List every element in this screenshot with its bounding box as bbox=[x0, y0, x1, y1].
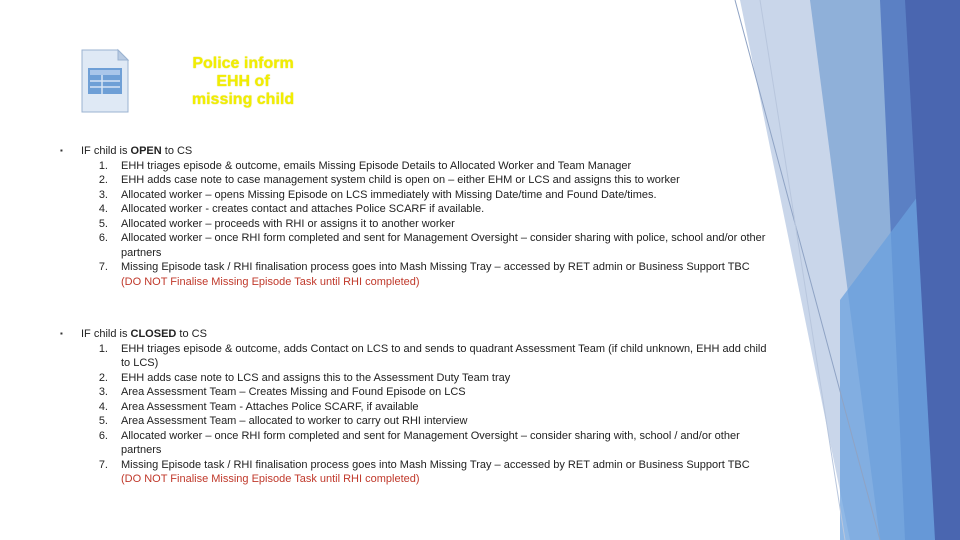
section-heading bbox=[81, 144, 770, 159]
title-line-2: EHH of bbox=[216, 73, 270, 90]
item-note: (DO NOT Finalise Missing Episode Task until RHI completed) bbox=[121, 473, 420, 485]
heading-prefix: IF child is bbox=[81, 145, 131, 157]
item-number: 5. bbox=[98, 415, 108, 427]
item-number: 3. bbox=[98, 386, 108, 398]
item-text: Allocated worker – opens Missing Episode on LCS immediately with Missing Date/time and Found Date/times. bbox=[121, 188, 657, 201]
item-number: 4. bbox=[98, 400, 108, 413]
item-text: EHH adds case note to LCS and assigns this to the Assessment Duty Team tray bbox=[121, 371, 511, 384]
item-number: 2. bbox=[98, 371, 108, 384]
list-item bbox=[60, 400, 770, 415]
item-text: EHH adds case note to case management system child is open on – either EHM or LCS and assigns this to worker bbox=[121, 174, 680, 186]
item-text: EHH triages episode & outcome, emails Missing Episode Details to Allocated Worker and Team Manager bbox=[121, 159, 632, 172]
list-item bbox=[60, 414, 770, 429]
list-item bbox=[60, 260, 770, 289]
list-item bbox=[60, 159, 770, 174]
section-open bbox=[60, 144, 770, 289]
steps-list bbox=[60, 342, 770, 487]
steps-list bbox=[60, 159, 770, 290]
heading-prefix: IF child is bbox=[81, 328, 131, 340]
list-item bbox=[60, 202, 770, 217]
item-number: 5. bbox=[98, 217, 108, 230]
list-item bbox=[60, 458, 770, 487]
heading-suffix: to CS bbox=[161, 145, 193, 157]
list-item bbox=[60, 217, 770, 232]
item-text: Allocated worker – once RHI form completed and sent for Management Oversight – consider sharing with, school / and/or other partners bbox=[121, 429, 740, 456]
list-item bbox=[60, 342, 770, 371]
item-number: 1. bbox=[98, 159, 108, 172]
item-text: Missing Episode task / RHI finalisation process goes into Mash Missing Tray – accessed by RET admin or Business Support TBC bbox=[121, 261, 750, 273]
item-number: 4. bbox=[98, 203, 108, 215]
list-item bbox=[60, 429, 770, 458]
list-item bbox=[60, 188, 770, 203]
item-note: (DO NOT Finalise Missing Episode Task until RHI completed) bbox=[121, 275, 420, 288]
item-text: Allocated worker - creates contact and attaches Police SCARF if available. bbox=[121, 203, 485, 215]
item-number: 1. bbox=[98, 342, 108, 355]
section-heading bbox=[81, 327, 770, 342]
item-number: 6. bbox=[98, 232, 108, 244]
list-item bbox=[60, 385, 770, 400]
section-closed bbox=[60, 327, 770, 487]
item-text: Missing Episode task / RHI finalisation process goes into Mash Missing Tray – accessed by RET admin or Business Support TBC bbox=[121, 458, 750, 471]
item-text: Area Assessment Team - Attaches Police SCARF, if available bbox=[121, 400, 419, 413]
heading-status: OPEN bbox=[130, 145, 162, 157]
list-item bbox=[60, 231, 770, 260]
list-item bbox=[60, 371, 770, 386]
title-line-3: missing child bbox=[191, 91, 295, 108]
item-number: 7. bbox=[98, 261, 108, 273]
bullet-icon: ▪ bbox=[60, 146, 63, 155]
document-table-icon bbox=[80, 48, 130, 114]
bullet-icon: ▪ bbox=[60, 329, 63, 338]
title-line-1: Police inform bbox=[192, 55, 294, 72]
list-item bbox=[60, 173, 770, 188]
item-text: EHH triages episode & outcome, adds Contact on LCS to and sends to quadrant Assessment Team (if child unknown, EHH add child to LCS) bbox=[121, 342, 767, 369]
item-number: 3. bbox=[98, 188, 108, 201]
item-text: Area Assessment Team – Creates Missing and Found Episode on LCS bbox=[121, 386, 466, 398]
item-number: 6. bbox=[98, 429, 108, 442]
heading-status: CLOSED bbox=[130, 328, 177, 340]
item-text: Allocated worker – once RHI form completed and sent for Management Oversight – consider sharing with police, school and/or other partners bbox=[121, 232, 766, 259]
item-number: 7. bbox=[98, 458, 108, 471]
heading-suffix: to CS bbox=[176, 328, 207, 340]
item-text: Allocated worker – proceeds with RHI or assigns it to another worker bbox=[121, 217, 455, 230]
item-text: Area Assessment Team – allocated to worker to carry out RHI interview bbox=[121, 415, 468, 427]
item-number: 2. bbox=[98, 174, 108, 186]
slide-title bbox=[168, 55, 318, 109]
